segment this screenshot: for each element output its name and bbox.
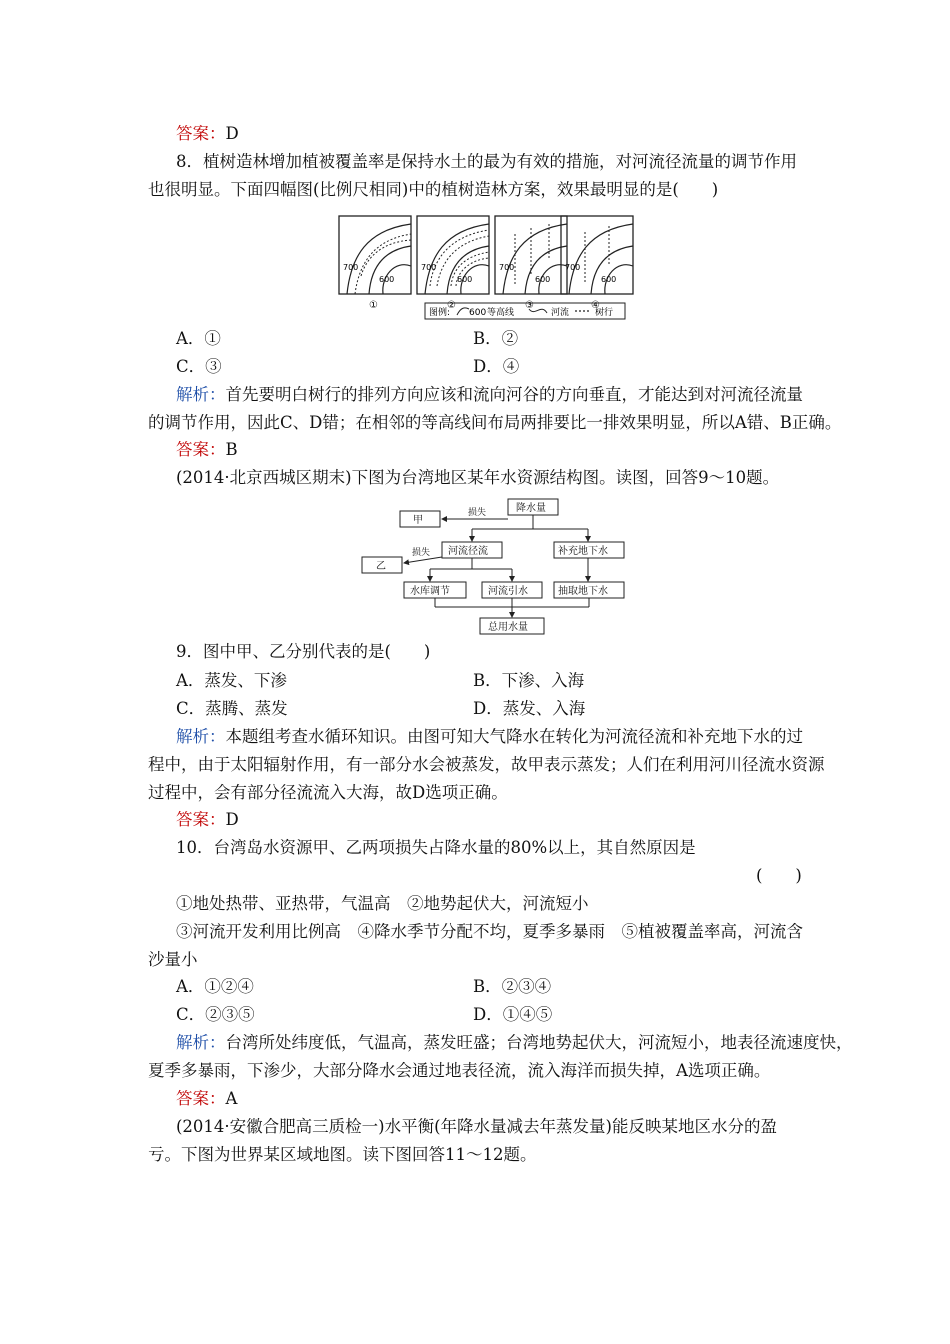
- question-10-bracket: ( ): [756, 866, 802, 885]
- q10-option-d: D．①④⑤: [473, 1005, 553, 1024]
- contour-label-600: 600: [601, 275, 617, 284]
- answer-9: 答案：D: [176, 810, 239, 829]
- intro-9-10: (2014·北京西城区期末)下图为台湾地区某年水资源结构图。读图，回答9～10题。: [176, 468, 780, 487]
- q8-analysis-line2: 的调节作用，因此C、D错；在相邻的等高线间布局两排要比一排效果明显，所以A错、B正确。: [148, 413, 842, 432]
- q10-option-a: A．①②④: [176, 977, 254, 996]
- q8-option-a: A．①: [176, 329, 221, 348]
- map-panel-1: [339, 216, 411, 311]
- q10-analysis-line1: 解析：台湾所处纬度低，气温高，蒸发旺盛；台湾地势起伏大，河流短小，地表径流速度快，: [176, 1033, 853, 1052]
- q9-option-c: C．蒸腾、蒸发: [176, 699, 288, 718]
- water-resource-flowchart: [360, 497, 630, 635]
- contour-label-700: 700: [499, 263, 515, 272]
- q10-statement-3: 沙量小: [148, 950, 198, 969]
- q9-option-b: B．下渗、入海: [473, 671, 585, 690]
- panel-label: ④: [591, 300, 600, 311]
- answer-7: 答案：D: [176, 124, 239, 143]
- panel-label: ③: [525, 300, 534, 311]
- answer-8: 答案：B: [176, 440, 238, 459]
- box-groundwater-extraction: 抽取地下水: [558, 586, 608, 597]
- legend-river: 河流: [551, 308, 570, 318]
- q9-analysis-line1: 解析：本题组考查水循环知识。由图可知大气降水在转化为河流径流和补充地下水的过: [176, 727, 803, 746]
- label-loss-1: 损失: [468, 508, 487, 518]
- intro-11-12-line1: (2014·安徽合肥高三质检一)水平衡(年降水量减去年蒸发量)能反映某地区水分的盈: [176, 1117, 777, 1136]
- q10-option-c: C．②③⑤: [176, 1005, 255, 1024]
- legend-contour: 等高线: [487, 308, 515, 318]
- map-panel-2: [417, 216, 489, 311]
- legend-title: 图例:: [429, 308, 451, 318]
- q10-statement-2: ③河流开发利用比例高 ④降水季节分配不均，夏季多暴雨 ⑤植被覆盖率高，河流含: [176, 922, 803, 941]
- q9-analysis-line2: 程中，由于太阳辐射作用，有一部分水会被蒸发，故甲表示蒸发；人们在利用河川径流水资源: [148, 755, 825, 774]
- contour-label-600: 600: [379, 275, 395, 284]
- map-panel-3: [495, 216, 567, 311]
- question-8-line2: 也很明显。下面四幅图(比例尺相同)中的植树造林方案，效果最明显的是( ): [148, 180, 719, 199]
- panel-label: ②: [447, 300, 456, 311]
- contour-label-700: 700: [565, 263, 581, 272]
- contour-label-600: 600: [457, 275, 473, 284]
- contour-label-700: 700: [343, 263, 359, 272]
- box-groundwater-recharge: 补充地下水: [558, 546, 608, 557]
- q8-analysis-line1: 解析：首先要明白树行的排列方向应该和流向河谷的方向垂直，才能达到对河流径流量: [176, 385, 803, 404]
- q9-option-a: A．蒸发、下渗: [176, 671, 287, 690]
- contour-maps-figure: [325, 210, 635, 322]
- box-river-diversion: 河流引水: [488, 586, 528, 597]
- q9-analysis-line3: 过程中，会有部分径流流入大海，故D选项正确。: [148, 783, 508, 802]
- answer-10: 答案：A: [176, 1089, 238, 1108]
- question-8-line1: 8．植树造林增加植被覆盖率是保持水土的最为有效的措施，对河流径流量的调节作用: [176, 152, 797, 171]
- q8-option-c: C．③: [176, 357, 222, 376]
- panel-label: ①: [369, 300, 378, 311]
- q10-option-b: B．②③④: [473, 977, 552, 996]
- box-precipitation: 降水量: [516, 503, 546, 514]
- q10-analysis-line2: 夏季多暴雨，下渗少，大部分降水会通过地表径流，流入海洋而损失掉，A选项正确。: [148, 1061, 771, 1080]
- question-9: 9．图中甲、乙分别代表的是( ): [176, 642, 431, 661]
- legend-trees: 树行: [595, 308, 614, 318]
- legend-contour-value: 600: [469, 308, 487, 318]
- question-10: 10．台湾岛水资源甲、乙两项损失占降水量的80%以上，其自然原因是: [176, 838, 696, 857]
- q8-option-b: B．②: [473, 329, 519, 348]
- label-loss-2: 损失: [412, 548, 431, 558]
- q8-option-d: D．④: [473, 357, 520, 376]
- map-panel-4: [561, 216, 633, 311]
- box-reservoir: 水库调节: [410, 586, 450, 597]
- contour-label-600: 600: [535, 275, 551, 284]
- q9-option-d: D．蒸发、入海: [473, 699, 586, 718]
- box-yi: 乙: [376, 561, 386, 572]
- q10-statement-1: ①地处热带、亚热带，气温高 ②地势起伏大，河流短小: [176, 894, 589, 913]
- contour-label-700: 700: [421, 263, 437, 272]
- box-jia: 甲: [413, 515, 423, 526]
- box-river-runoff: 河流径流: [448, 546, 488, 557]
- intro-11-12-line2: 亏。下图为世界某区域地图。读下图回答11～12题。: [148, 1145, 537, 1164]
- box-total-water-use: 总用水量: [488, 622, 528, 633]
